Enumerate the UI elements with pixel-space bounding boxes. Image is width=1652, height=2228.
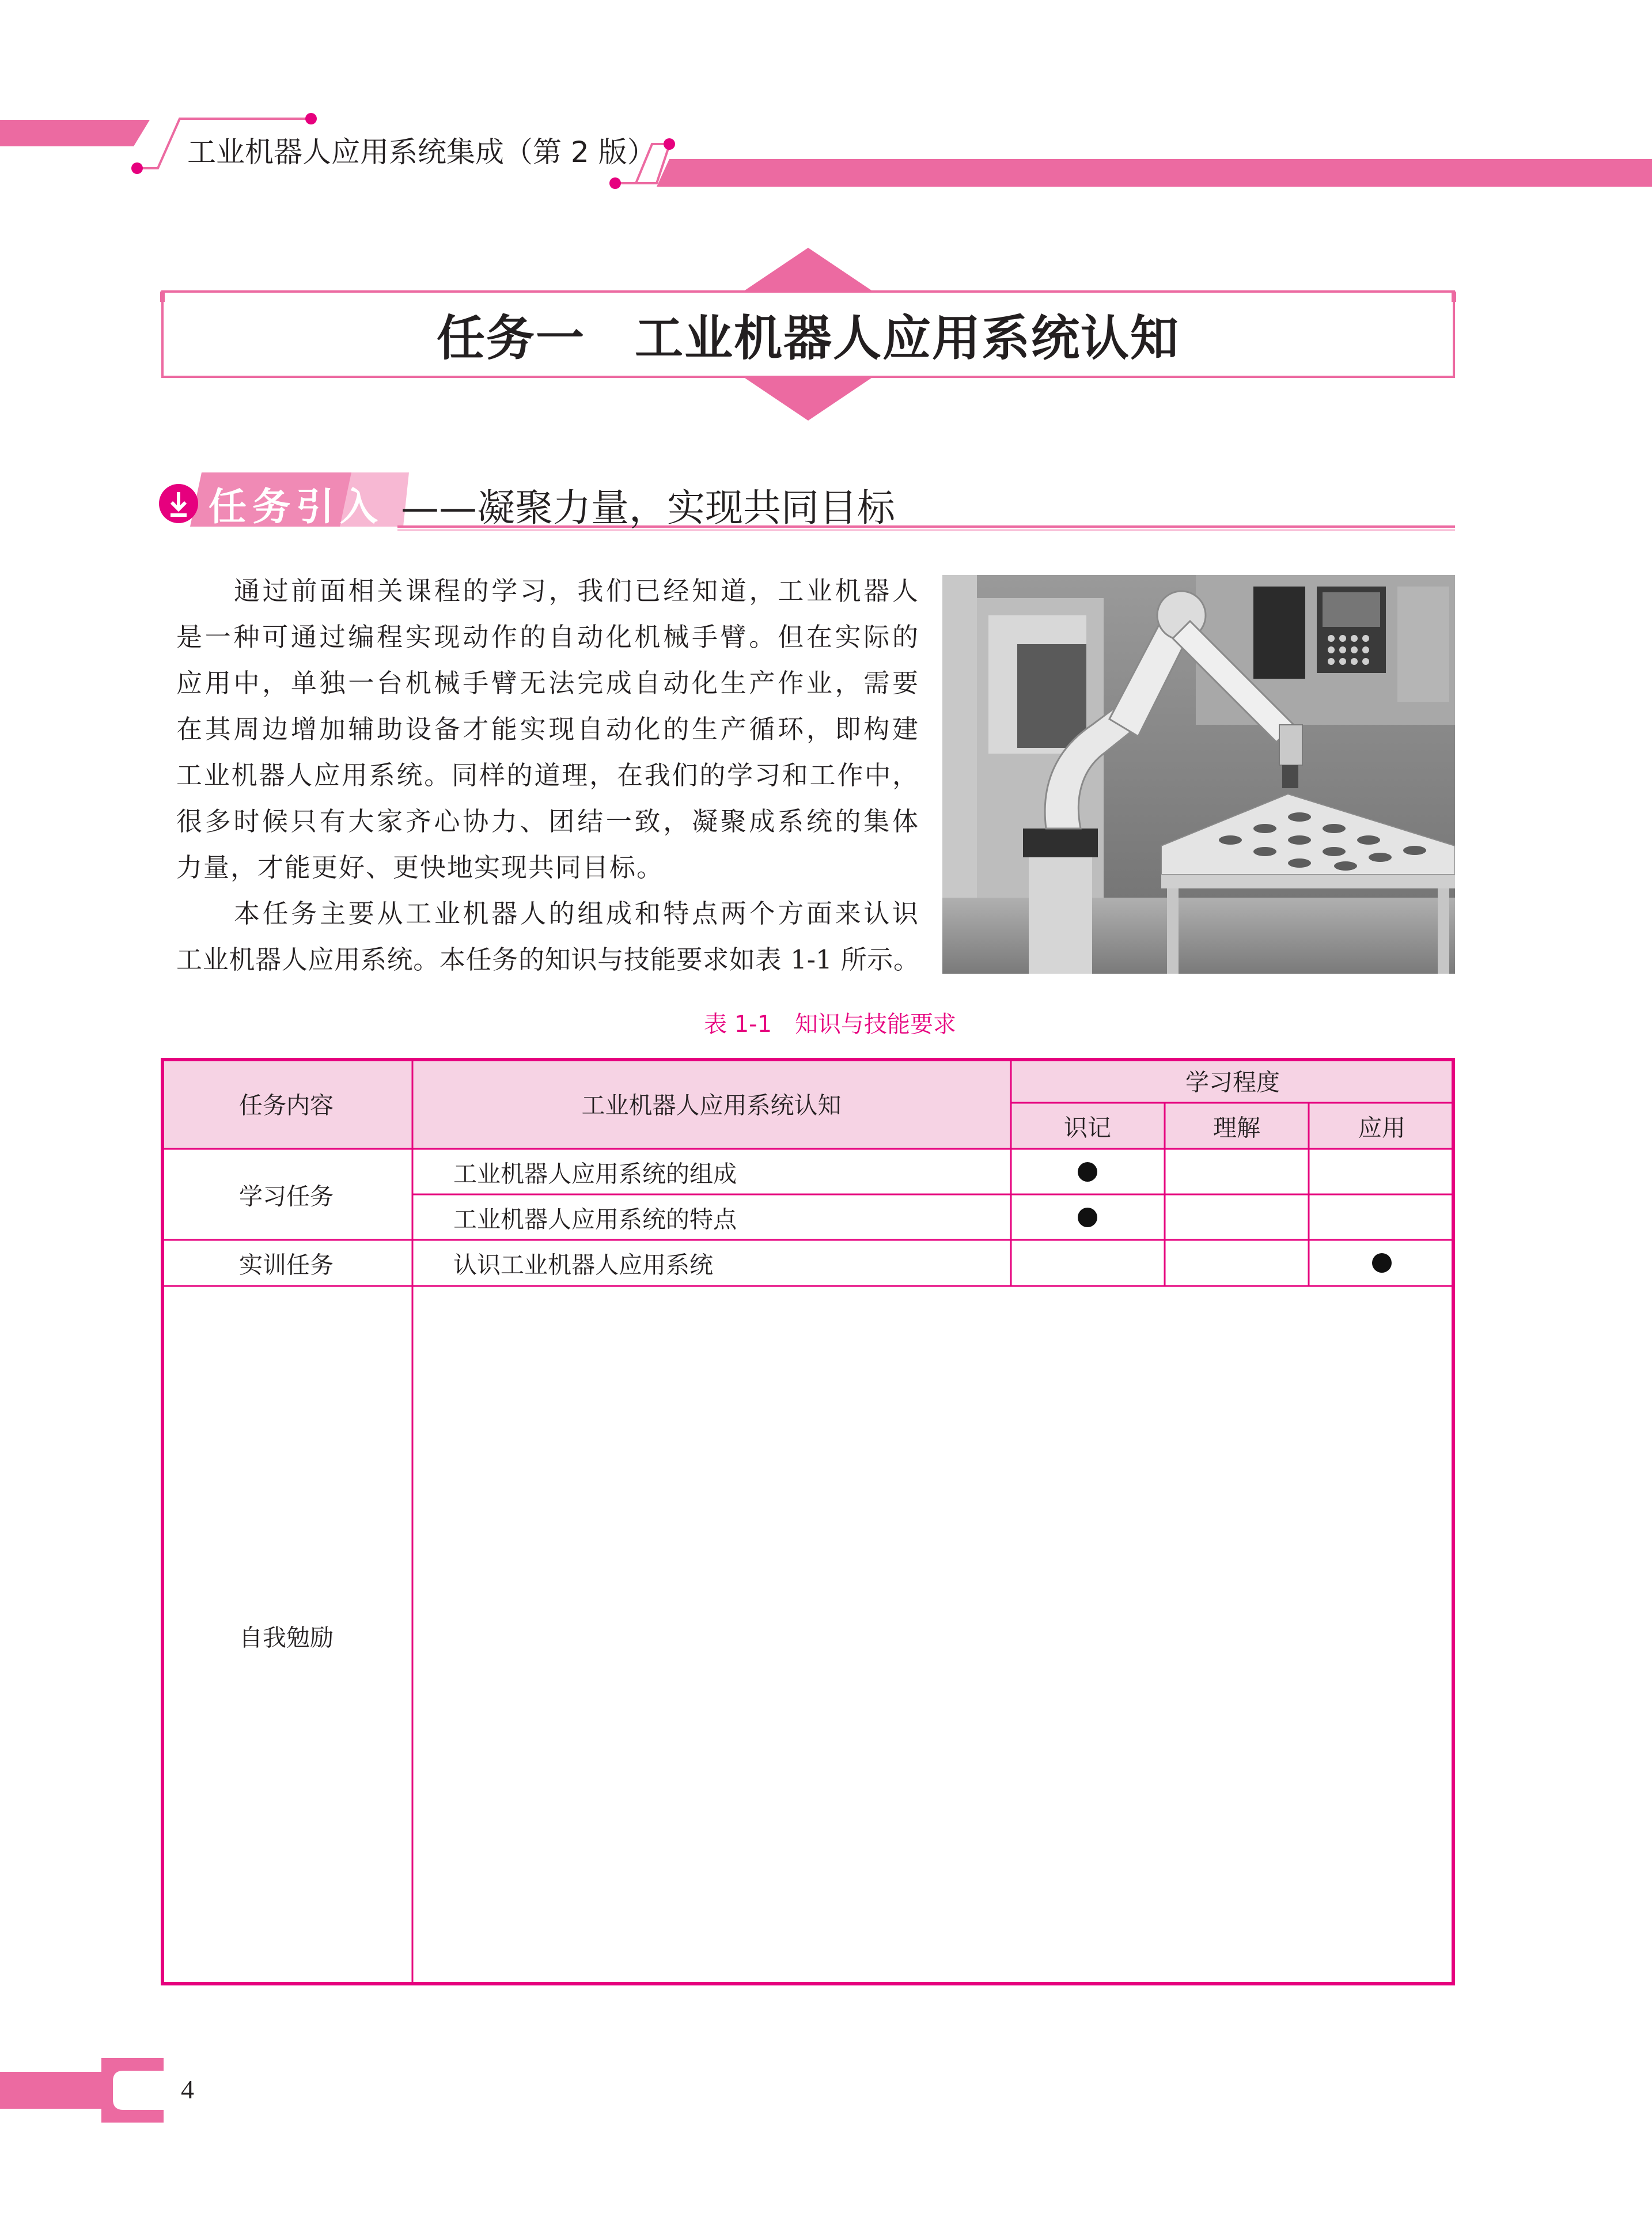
page-number: 4 <box>181 2075 194 2104</box>
task-title: 任务一 工业机器人应用系统认知 <box>436 309 1180 366</box>
body-line: 很多时候只有大家齐心协力、团结一致，凝聚成系统的集体 <box>176 806 919 837</box>
download-arrow-icon <box>165 489 192 520</box>
self-motivation-writing-area[interactable] <box>426 1300 1439 1968</box>
body-line: 通过前面相关课程的学习，我们已经知道，工业机器人 <box>234 576 919 606</box>
header-system-cognition: 工业机器人应用系统认知 <box>581 1091 842 1119</box>
check-dot-icon <box>1078 1208 1097 1227</box>
row-category-training: 实训任务 <box>239 1251 334 1279</box>
body-line: 是一种可通过编程实现动作的自动化机械手臂。但在实际的 <box>176 622 919 652</box>
book-title: 工业机器人应用系统集成（第 2 版） <box>187 135 656 169</box>
check-dot-icon <box>1372 1253 1392 1273</box>
section-subtitle: ——凝聚力量，实现共同目标 <box>401 486 895 530</box>
table-row-item: 工业机器人应用系统的特点 <box>453 1205 737 1234</box>
page-tab-decoration <box>0 2051 173 2132</box>
table-row-item: 认识工业机器人应用系统 <box>453 1251 713 1279</box>
check-dot-icon <box>1078 1162 1097 1182</box>
header-task-content: 任务内容 <box>239 1091 334 1119</box>
industrial-robot-arm-photo <box>942 575 1455 974</box>
body-line: 力量，才能更好、更快地实现共同目标。 <box>176 852 664 883</box>
table-row-item: 工业机器人应用系统的组成 <box>453 1160 737 1188</box>
section-badge: 任务引入 <box>209 484 384 529</box>
knowledge-skill-table <box>161 1058 1455 1985</box>
body-line: 应用中，单独一台机械手臂无法完成自动化生产作业，需要 <box>176 668 919 698</box>
body-line: 在其周边增加辅助设备才能实现自动化的生产循环，即构建 <box>176 714 919 744</box>
body-line: 工业机器人应用系统。同样的道理，在我们的学习和工作中， <box>176 760 919 790</box>
header-learning-level: 学习程度 <box>1185 1068 1280 1096</box>
header-level-memorize: 识记 <box>1064 1114 1111 1142</box>
row-category-study: 学习任务 <box>239 1182 334 1211</box>
header-level-understand: 理解 <box>1213 1114 1260 1142</box>
body-line: 工业机器人应用系统。本任务的知识与技能要求如表 1-1 所示。 <box>176 944 919 975</box>
body-line: 本任务主要从工业机器人的组成和特点两个方面来认识 <box>234 898 919 929</box>
header-decoration <box>0 0 1652 207</box>
header-level-apply: 应用 <box>1358 1114 1405 1142</box>
self-motivation-label: 自我勉励 <box>239 1624 334 1652</box>
table-caption: 表 1-1 知识与技能要求 <box>704 1011 957 1038</box>
